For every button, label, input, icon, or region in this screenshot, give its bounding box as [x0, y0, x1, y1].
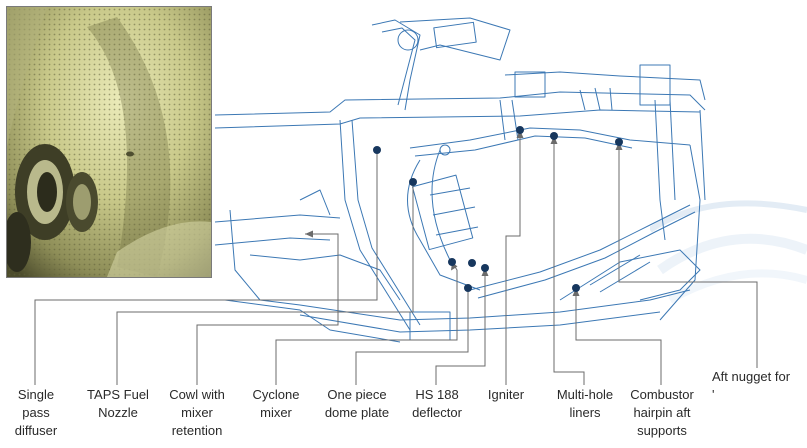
callout-dot-igniter-area	[481, 264, 489, 272]
label-taps-fuel-nozzle: TAPS Fuel Nozzle	[87, 387, 149, 420]
callout-dot-igniter	[516, 126, 524, 134]
callout-dot-dome-plate	[448, 258, 456, 266]
label-cyclone-mixer: Cyclone mixer	[252, 387, 300, 420]
label-multi-hole-liners: Multi-hole liners	[556, 387, 614, 420]
label-hs188-deflector: HS 188 deflector	[412, 387, 462, 420]
callout-dot-fuel-nozzle	[409, 178, 417, 186]
label-single-pass-diffuser: Single pass diffuser	[14, 387, 58, 438]
label-igniter: Igniter	[487, 387, 525, 402]
label-cowl-mixer-retention: Cowl with mixer retention	[169, 387, 225, 438]
callout-dot-hairpin	[572, 284, 580, 292]
callout-dot-diffuser	[373, 146, 381, 154]
callout-dot-liners	[550, 132, 558, 140]
label-combustor-hairpin-aft-supports: Combustor hairpin aft supports	[630, 387, 694, 438]
label-aft-nugget: Aft nugget for '	[712, 369, 791, 402]
callout-dot-aft-nugget	[615, 138, 623, 146]
callout-dot-deflector	[468, 259, 476, 267]
label-one-piece-dome-plate: One piece dome plate	[324, 387, 390, 420]
callout-dot-mixer	[464, 284, 472, 292]
